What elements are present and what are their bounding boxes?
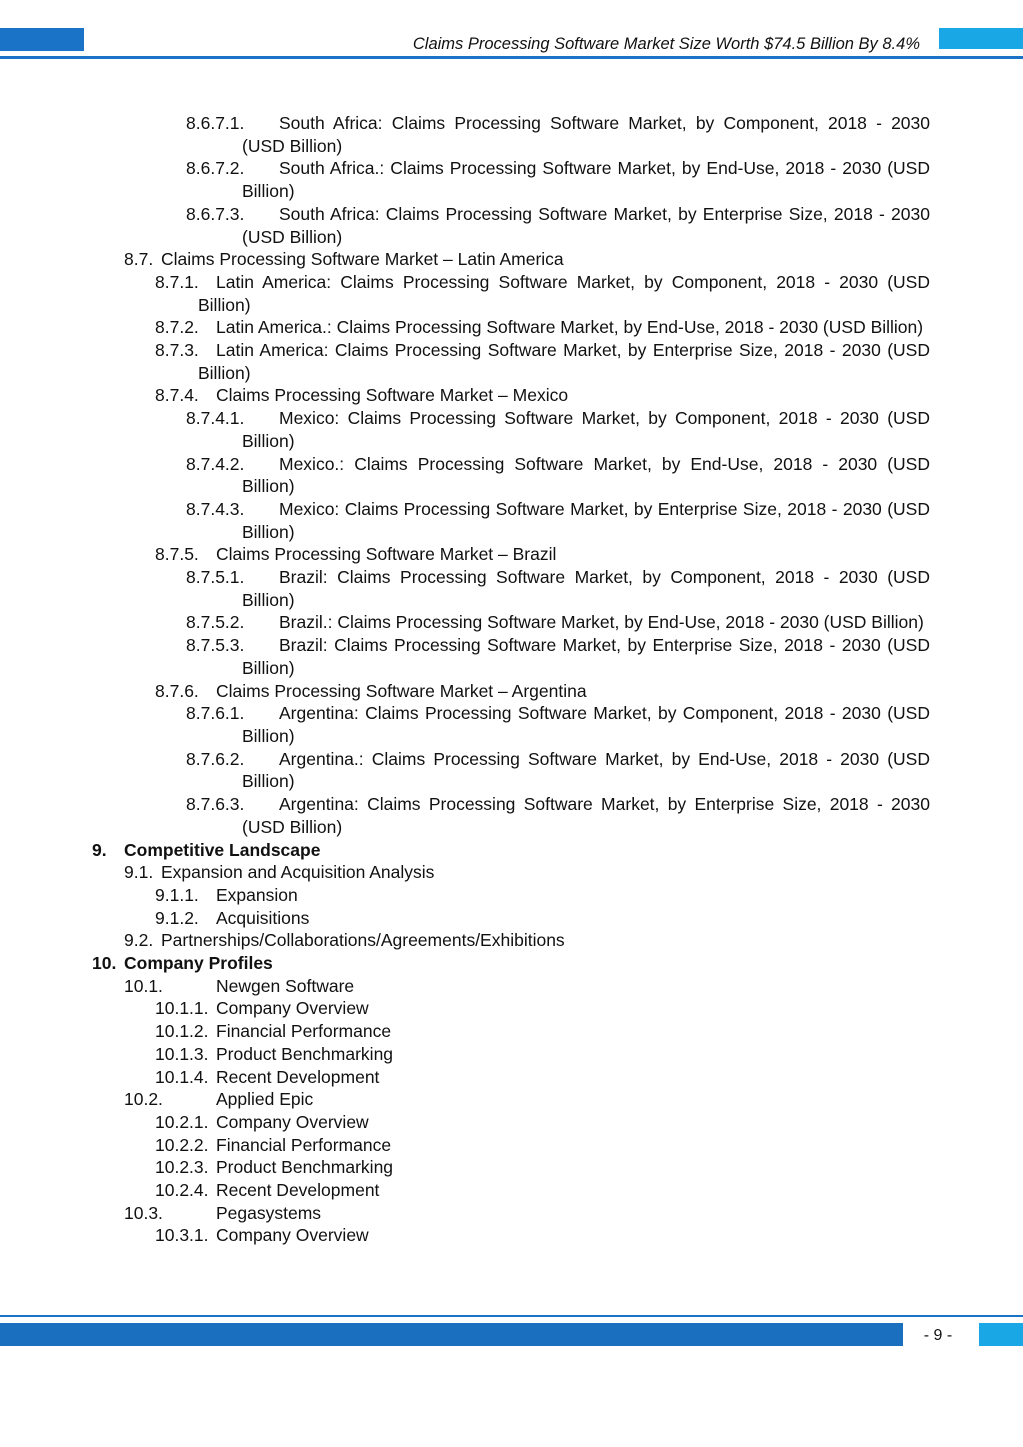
toc-entry: [0, 702, 1023, 747]
toc-entry-text: South Africa: Claims Processing Software Market, by Enterprise Size, 2018 - 2030 (USD Billion): [242, 203, 930, 247]
toc-entry: [0, 997, 1023, 1020]
toc-entry-text: Expansion: [216, 884, 298, 905]
toc-entry-text: Company Overview: [216, 1111, 369, 1132]
toc-entry: [0, 611, 1023, 634]
toc-entry-number: 10.2.4.: [155, 1180, 209, 1201]
toc-entry: [0, 566, 1023, 611]
footer-accent-bar: [0, 1323, 903, 1346]
toc-entry-number: 9.: [92, 839, 107, 860]
toc-entry-text: Financial Performance: [216, 1134, 392, 1155]
toc-entry-number: 10.: [92, 953, 117, 974]
toc-entry-number: 10.1.2.: [155, 1021, 209, 1042]
toc-entry: [0, 1224, 1023, 1247]
toc-entry-number: 9.2.: [124, 930, 154, 951]
toc-entry: [0, 952, 1023, 975]
toc-entry-number: 10.1.1.: [155, 998, 209, 1019]
toc-entry: [0, 1043, 1023, 1066]
toc-entry: [0, 793, 1023, 838]
toc-entry: [0, 929, 1023, 952]
toc-entry-text: Brazil: Claims Processing Software Market, by Component, 2018 - 2030 (USD Billion): [242, 567, 930, 610]
toc-entry-text: Claims Processing Software Market – Mexico: [216, 385, 569, 406]
toc-entry: [0, 1134, 1023, 1157]
header-rule: [0, 56, 1023, 59]
toc-entry-text: Expansion and Acquisition Analysis: [161, 862, 435, 883]
toc-entry: [0, 907, 1023, 930]
toc-entry-number: 9.1.2.: [155, 907, 199, 928]
toc-entry: [0, 543, 1023, 566]
toc-entry-text: Product Benchmarking: [216, 1157, 394, 1178]
toc-entry-text: Financial Performance: [216, 1021, 392, 1042]
header-accent-right: [939, 28, 1023, 49]
toc-entry: [0, 884, 1023, 907]
toc-entry-number: 8.6.7.1.: [186, 113, 245, 133]
toc-entry-text: Mexico: Claims Processing Software Market, by Enterprise Size, 2018 - 2030 (USD Billion): [242, 498, 930, 542]
footer-accent-right: [979, 1323, 1023, 1346]
toc-entry: [0, 1156, 1023, 1179]
toc-entry-number: 8.7.6.3.: [186, 794, 245, 815]
toc-entry: [0, 975, 1023, 998]
toc-entry: [0, 248, 1023, 271]
toc-entry: [0, 634, 1023, 679]
toc-entry: [0, 316, 1023, 339]
toc-entry-number: 10.3.: [124, 1202, 163, 1223]
toc-entry-number: 10.2.: [124, 1089, 163, 1110]
header-accent-left: [0, 28, 84, 51]
toc-entry-text: Recent Development: [216, 1180, 380, 1201]
toc-entry-text: Argentina: Claims Processing Software Market, by Component, 2018 - 2030 (USD Billion): [242, 703, 930, 746]
toc-entry-text: Product Benchmarking: [216, 1043, 394, 1064]
toc-entry-number: 8.7.5.1.: [186, 567, 245, 588]
toc-entry-number: 8.7.2.: [155, 317, 199, 338]
toc-entry-number: 9.1.1.: [155, 884, 199, 905]
toc-entry-number: 8.7.5.: [155, 544, 199, 565]
page-number: - 9 -: [923, 1327, 953, 1344]
toc-entry: [0, 271, 1023, 316]
toc-entry-number: 8.7.6.: [155, 680, 199, 701]
toc-entry: [0, 1020, 1023, 1043]
toc-entry-text: Applied Epic: [216, 1089, 314, 1110]
toc-entry: [0, 407, 1023, 452]
toc-entry: [0, 680, 1023, 703]
toc-entry-number: 8.7.6.2.: [186, 748, 245, 769]
toc-entry-number: 10.1.: [124, 975, 163, 996]
toc-entry: [0, 861, 1023, 884]
toc-entry-number: 10.2.3.: [155, 1157, 209, 1178]
toc-entry-text: Newgen Software: [216, 975, 355, 996]
toc-entry-number: 10.1.4.: [155, 1066, 209, 1087]
toc-entry: [0, 453, 1023, 498]
toc-entry-text: Competitive Landscape: [124, 839, 321, 860]
toc-entry-text: Brazil.: Claims Processing Software Market, by End-Use, 2018 - 2030 (USD Billion): [279, 612, 924, 633]
toc-entry-text: Company Overview: [216, 998, 369, 1019]
toc-entry: [0, 1088, 1023, 1111]
toc-entry: [0, 839, 1023, 862]
toc-entry-text: Brazil: Claims Processing Software Market, by Enterprise Size, 2018 - 2030 (USD Billion): [242, 635, 930, 678]
toc-entry: [0, 748, 1023, 793]
toc-entry: [0, 498, 1023, 543]
toc-entry-number: 8.6.7.3.: [186, 203, 245, 224]
toc-entry: [0, 1066, 1023, 1089]
toc-entry-text: Argentina.: Claims Processing Software Market, by End-Use, 2018 - 2030 (USD Billion): [242, 748, 930, 792]
toc-entry: [0, 339, 1023, 384]
toc-entry-text: Partnerships/Collaborations/Agreements/Exhibitions: [161, 930, 565, 951]
toc-entry-number: 8.7.6.1.: [186, 703, 245, 724]
toc-entry-text: Claims Processing Software Market – Brazil: [216, 544, 557, 565]
toc-entry: [0, 1111, 1023, 1134]
toc-entry-number: 8.7.4.2.: [186, 453, 245, 474]
toc-entry: [0, 157, 1023, 202]
toc-entry-text: South Africa.: Claims Processing Software Market, by End-Use, 2018 - 2030 (USD Billion): [242, 158, 930, 202]
toc-entry: [0, 384, 1023, 407]
toc-entry-number: 8.7.5.3.: [186, 635, 245, 656]
toc-entry-text: Recent Development: [216, 1066, 380, 1087]
toc-entry-text: Pegasystems: [216, 1202, 322, 1223]
toc-entry-text: Company Overview: [216, 1225, 369, 1246]
toc-entry-number: 8.7.: [124, 249, 154, 270]
toc-entry-text: Latin America: Claims Processing Software Market, by Enterprise Size, 2018 - 2030 (USD Billion): [198, 340, 930, 383]
toc-entry-text: Acquisitions: [216, 907, 310, 928]
toc-entry: [0, 1179, 1023, 1202]
toc-entry: [0, 1202, 1023, 1225]
toc-entry-text: Claims Processing Software Market – Latin America: [161, 249, 564, 270]
toc-entry-number: 8.7.5.2.: [186, 612, 245, 633]
toc-entry-number: 8.7.3.: [155, 340, 199, 361]
toc-entry: [0, 203, 1023, 248]
footer-rule: [0, 1315, 1023, 1317]
toc-entry-text: South Africa: Claims Processing Software Market, by Component, 2018 - 2030 (USD Billion): [242, 113, 930, 156]
toc-entry-number: 10.2.1.: [155, 1111, 209, 1132]
table-of-contents: [0, 112, 1023, 1247]
toc-entry-text: Mexico.: Claims Processing Software Market, by End-Use, 2018 - 2030 (USD Billion): [242, 453, 930, 497]
toc-entry-number: 8.7.4.1.: [186, 408, 245, 429]
toc-entry-text: Argentina: Claims Processing Software Market, by Enterprise Size, 2018 - 2030 (USD Billion): [242, 794, 930, 837]
toc-entry-text: Claims Processing Software Market – Argentina: [216, 680, 587, 701]
toc-entry-text: Latin America: Claims Processing Software Market, by Component, 2018 - 2030 (USD Billion): [198, 271, 930, 315]
toc-entry-number: 8.7.4.: [155, 385, 199, 406]
toc-entry-text: Latin America.: Claims Processing Software Market, by End-Use, 2018 - 2030 (USD Billion): [216, 317, 924, 338]
toc-entry-number: 8.6.7.2.: [186, 158, 245, 179]
toc-entry-number: 10.3.1.: [155, 1225, 209, 1246]
toc-entry-number: 9.1.: [124, 862, 154, 883]
toc-entry-text: Company Profiles: [124, 953, 273, 974]
toc-entry: [0, 112, 1023, 157]
toc-entry-number: 10.1.3.: [155, 1043, 209, 1064]
toc-entry-text: Mexico: Claims Processing Software Market, by Component, 2018 - 2030 (USD Billion): [242, 408, 930, 451]
toc-entry-number: 8.7.1.: [155, 271, 199, 292]
document-header-title: Claims Processing Software Market Size Worth $74.5 Billion By 8.4%: [412, 35, 920, 53]
toc-entry-number: 10.2.2.: [155, 1134, 209, 1155]
toc-entry-number: 8.7.4.3.: [186, 498, 245, 519]
